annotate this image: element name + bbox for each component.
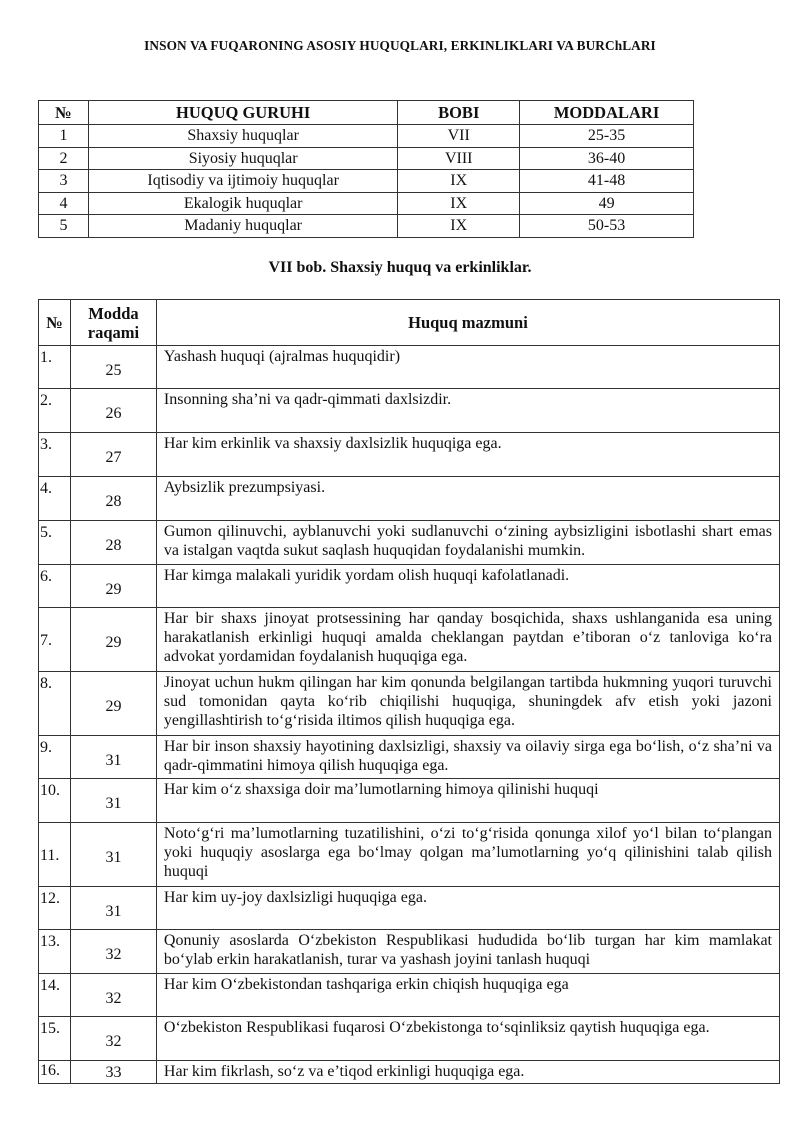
- right-content: Noto‘g‘ri ma’lumotlarning tuzatilishini, o‘zi to‘g‘risida qonunga xilof yo‘l bilan to‘plangan yoki huquqiy asoslarga ega bo‘lmay qolgan ma’lumotlarning yo‘q qilinishini talab qilish huquqi: [156, 823, 779, 887]
- row-number: 9.: [39, 736, 71, 779]
- right-content: Gumon qilinuvchi, ayblanuvchi yoki sudlanuvchi o‘zining aybsizligini isbotlashi shart emas va istalgan vaqtda sukut saqlash huquqidan foydalanishi mumkin.: [156, 521, 779, 565]
- table-row: [39, 672, 780, 736]
- table-row: [39, 389, 780, 433]
- row-number: 13.: [39, 930, 71, 974]
- row-number: 14.: [39, 974, 71, 1017]
- right-content: Har kim erkinlik va shaxsiy daxlsizlik huquqiga ega.: [156, 433, 779, 477]
- rights-group: Siyosiy huquqlar: [88, 147, 397, 170]
- row-number: 11.: [39, 823, 71, 887]
- article-number: 32: [70, 1017, 156, 1061]
- row-number: 6.: [39, 565, 71, 608]
- table-row: [39, 974, 780, 1017]
- rights-group: Shaxsiy huquqlar: [88, 125, 397, 148]
- table-row: [39, 215, 694, 238]
- table-row: [39, 736, 780, 779]
- rights-group: Ekalogik huquqlar: [88, 192, 397, 215]
- row-number: 5: [39, 215, 89, 238]
- right-content: Insonning sha’ni va qadr-qimmati daxlsizdir.: [156, 389, 779, 433]
- row-number: 3: [39, 170, 89, 193]
- row-number: 1: [39, 125, 89, 148]
- article-number: 31: [70, 779, 156, 823]
- row-number: 16.: [39, 1061, 71, 1084]
- row-number: 12.: [39, 887, 71, 930]
- row-number: 7.: [39, 608, 71, 672]
- right-content: Har bir inson shaxsiy hayotining daxlsizligi, shaxsiy va oilaviy sirga ega bo‘lish, o‘z sha’ni va qadr-qimmatini himoya qilish huquqiga ega.: [156, 736, 779, 779]
- table-row: [39, 779, 780, 823]
- article-number: 29: [70, 672, 156, 736]
- chapter: IX: [398, 192, 520, 215]
- table-row: [39, 433, 780, 477]
- article-number: 25: [70, 346, 156, 389]
- table-row: [39, 477, 780, 521]
- table-row: [39, 125, 694, 148]
- article-number: 32: [70, 974, 156, 1017]
- row-number: 10.: [39, 779, 71, 823]
- table-row: [39, 192, 694, 215]
- table-header-row: [39, 300, 780, 346]
- article-number: 29: [70, 565, 156, 608]
- right-content: Har kim uy-joy daxlsizligi huquqiga ega.: [156, 887, 779, 930]
- table-row: [39, 147, 694, 170]
- chapter: IX: [398, 215, 520, 238]
- right-content: Yashash huquqi (ajralmas huquqidir): [156, 346, 779, 389]
- rights-groups-table: [38, 100, 694, 238]
- row-number: 4.: [39, 477, 71, 521]
- right-content: O‘zbekiston Respublikasi fuqarosi O‘zbekistonga to‘sqinliksiz qaytish huquqiga ega.: [156, 1017, 779, 1061]
- chapter: IX: [398, 170, 520, 193]
- row-number: 2: [39, 147, 89, 170]
- right-content: Har kim O‘zbekistondan tashqariga erkin chiqish huquqiga ega: [156, 974, 779, 1017]
- chapter: VII: [398, 125, 520, 148]
- table-row: [39, 346, 780, 389]
- right-content: Har kimga malakali yuridik yordam olish huquqi kafolatlanadi.: [156, 565, 779, 608]
- article-number: 26: [70, 389, 156, 433]
- article-number: 28: [70, 521, 156, 565]
- article-number: 32: [70, 930, 156, 974]
- articles-range: 36-40: [520, 147, 694, 170]
- articles-range: 41-48: [520, 170, 694, 193]
- personal-rights-table: [38, 299, 780, 1084]
- article-number: 28: [70, 477, 156, 521]
- articles-range: 49: [520, 192, 694, 215]
- document-title: INSON VA FUQARONING ASOSIY HUQUQLARI, ERKINLIKLARI VA BURChLARI: [144, 38, 656, 53]
- column-header-article: Modda raqami: [70, 300, 156, 346]
- column-header-content: Huquq mazmuni: [156, 300, 779, 346]
- table-row: [39, 1017, 780, 1061]
- table-row: [39, 565, 780, 608]
- rights-group: Madaniy huquqlar: [88, 215, 397, 238]
- column-header-group: HUQUQ GURUHI: [88, 101, 397, 125]
- row-number: 4: [39, 192, 89, 215]
- article-number: 31: [70, 823, 156, 887]
- row-number: 1.: [39, 346, 71, 389]
- article-number: 31: [70, 887, 156, 930]
- table-header-row: [39, 101, 694, 125]
- column-header-articles: MODDALARI: [520, 101, 694, 125]
- table-row: [39, 608, 780, 672]
- article-number: 27: [70, 433, 156, 477]
- table-row: [39, 930, 780, 974]
- right-content: Har kim fikrlash, so‘z va e’tiqod erkinligi huquqiga ega.: [156, 1061, 779, 1084]
- articles-range: 25-35: [520, 125, 694, 148]
- right-content: Qonuniy asoslarda O‘zbekiston Respublikasi hududida bo‘lib turgan har kim mamlakat bo‘ylab erkin harakatlanish, turar va yashash joyini tanlash huquqi: [156, 930, 779, 974]
- row-number: 8.: [39, 672, 71, 736]
- right-content: Aybsizlik prezumpsiyasi.: [156, 477, 779, 521]
- row-number: 15.: [39, 1017, 71, 1061]
- right-content: Jinoyat uchun hukm qilingan har kim qonunda belgilangan tartibda hukmning yuqori turuvchi sud tomonidan qayta ko‘rib chiqilishi huquqiga, shuningdek afv etish yoki jazoni yengillashtirish to‘g‘risida iltimos qilish huquqiga ega.: [156, 672, 779, 736]
- article-number: 29: [70, 608, 156, 672]
- article-number: 31: [70, 736, 156, 779]
- column-header-number: №: [39, 300, 71, 346]
- column-header-number: №: [39, 101, 89, 125]
- right-content: Har kim o‘z shaxsiga doir ma’lumotlarning himoya qilinishi huquqi: [156, 779, 779, 823]
- table-row: [39, 823, 780, 887]
- table-row: [39, 1061, 780, 1084]
- table-row: [39, 521, 780, 565]
- table-row: [39, 887, 780, 930]
- row-number: 5.: [39, 521, 71, 565]
- column-header-chapter: BOBI: [398, 101, 520, 125]
- table-row: [39, 170, 694, 193]
- row-number: 2.: [39, 389, 71, 433]
- article-number: 33: [70, 1061, 156, 1084]
- right-content: Har bir shaxs jinoyat protsessining har qanday bosqichida, shaxs ushlanganida esa uning harakatlanish erkinligi huquqi amalda cheklangan paytdan e’tiboran o‘z tanloviga ko‘ra advokat yordamidan foydalanish huquqiga ega.: [156, 608, 779, 672]
- row-number: 3.: [39, 433, 71, 477]
- section-title: VII bob. Shaxsiy huquq va erkinliklar.: [268, 259, 532, 276]
- chapter: VIII: [398, 147, 520, 170]
- rights-group: Iqtisodiy va ijtimoiy huquqlar: [88, 170, 397, 193]
- articles-range: 50-53: [520, 215, 694, 238]
